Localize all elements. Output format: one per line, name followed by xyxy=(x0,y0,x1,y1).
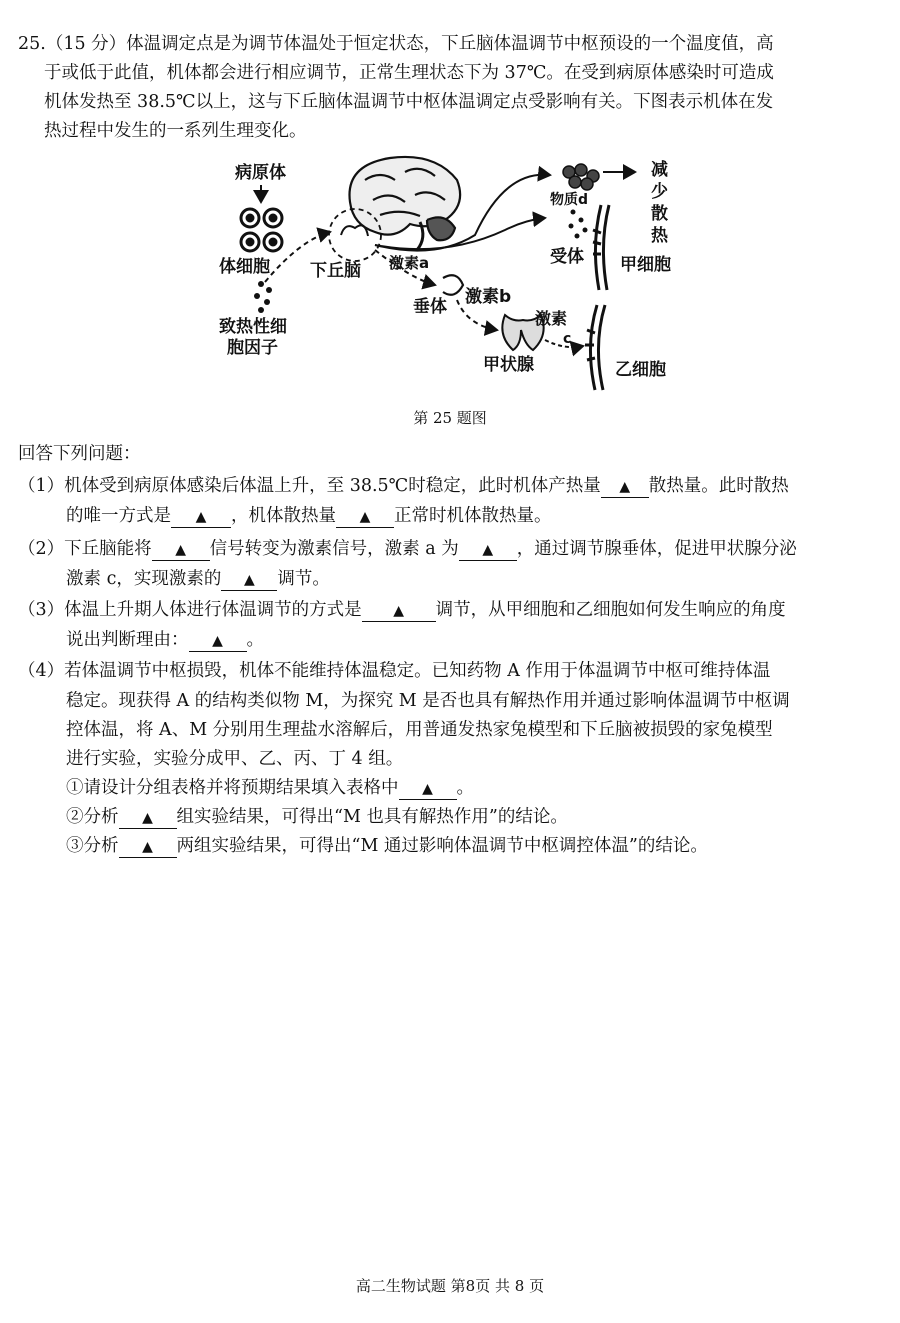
cell-jia-membrane-icon xyxy=(593,205,609,290)
q3-blank-2[interactable] xyxy=(189,630,247,652)
q4-sub-1 xyxy=(66,774,474,803)
hypothalamus-icon xyxy=(341,225,368,236)
q3-text: 体温上升期人体进行体温调节的方式是 xyxy=(64,600,362,620)
receptor-label: 受体 xyxy=(550,247,584,267)
q4-sub-3 xyxy=(66,832,708,861)
q2-blank-3[interactable] xyxy=(221,569,277,591)
q1-text: 散热量。此时散热 xyxy=(648,476,789,496)
q1-text: 的唯一方式是 xyxy=(66,506,171,526)
cell-yi-label: 乙细胞 xyxy=(615,360,666,380)
q2-text: 下丘脑能将 xyxy=(64,539,152,559)
q1-line-2 xyxy=(66,502,552,531)
q4-text: ③分析 xyxy=(66,836,119,856)
q1-text: 机体受到病原体感染后体温上升，至 38.5℃时稳定，此时机体产热量 xyxy=(64,476,601,496)
q3-text: 调节，从甲细胞和乙细胞如何发生响应的角度 xyxy=(435,600,786,620)
reduce-heat-label-1: 减 xyxy=(651,160,668,180)
q1-blank-3[interactable] xyxy=(336,506,394,528)
q1-line-1 xyxy=(18,472,789,501)
q2-text: 信号转变为激素信号，激素 a 为 xyxy=(209,539,459,559)
q2-blank-2[interactable] xyxy=(459,539,517,561)
q4-line-1 xyxy=(18,657,770,686)
q3-line-2 xyxy=(66,626,264,655)
q3-line-1 xyxy=(18,596,786,625)
q4-text: 。 xyxy=(456,778,474,798)
reduce-heat-label-4: 热 xyxy=(651,226,668,246)
pyrogen-label-1: 致热性细 xyxy=(219,317,287,337)
q3-number: （3） xyxy=(18,600,65,620)
question-number: 25. xyxy=(18,34,46,54)
blank-mark: ▲ xyxy=(482,542,494,558)
q4-text: 若体温调节中枢损毁，机体不能维持体温稳定。已知药物 A 作用于体温调节中枢可维持体温 xyxy=(64,661,771,681)
q3-text: 。 xyxy=(246,630,264,650)
q1-blank-2[interactable] xyxy=(171,506,231,528)
q4-blank-1[interactable] xyxy=(399,778,457,800)
q1-number: （1） xyxy=(18,476,65,496)
q3-blank-1[interactable] xyxy=(362,600,436,622)
q2-text: 激素 c，实现激素的 xyxy=(66,569,222,589)
body-cells-icon xyxy=(241,209,282,251)
q3-text: 说出判断理由： xyxy=(66,630,189,650)
q4-text: 两组实验结果，可得出“M 通过影响体温调节中枢调控体温”的结论。 xyxy=(176,836,708,856)
q4-text: 控体温，将 A、M 分别用生理盐水溶解后，用普通发热家兔模型和下丘脑被损毁的家兔模型 xyxy=(66,720,773,740)
cytokine-dots-icon xyxy=(254,281,272,313)
blank-mark: ▲ xyxy=(619,479,631,495)
hormone-c-label-1: 激素 xyxy=(535,309,568,328)
q4-text: 进行实验，实验分成甲、乙、丙、丁 4 组。 xyxy=(66,749,404,769)
q4-blank-3[interactable] xyxy=(119,836,177,858)
answer-heading: 回答下列问题： xyxy=(18,444,141,464)
q2-text: ，通过调节腺垂体，促进甲状腺分泌 xyxy=(516,539,797,559)
pyrogen-label-2: 胞因子 xyxy=(227,338,278,358)
q4-text: ②分析 xyxy=(66,807,119,827)
blank-mark: ▲ xyxy=(243,572,255,588)
q2-number: （2） xyxy=(18,539,65,559)
blank-mark: ▲ xyxy=(142,810,153,826)
blank-mark: ▲ xyxy=(175,542,187,558)
blank-mark: ▲ xyxy=(212,633,223,649)
brain-icon xyxy=(350,157,461,250)
blank-mark: ▲ xyxy=(359,509,371,525)
q2-line-1 xyxy=(18,535,797,564)
reduce-heat-label-3: 散 xyxy=(651,204,668,224)
q1-text: ，机体散热量 xyxy=(231,506,336,526)
reduce-heat-label-2: 少 xyxy=(651,182,668,202)
gland-icon xyxy=(563,164,599,190)
thyroid-label: 甲状腺 xyxy=(483,355,534,375)
intro-line: 热过程中发生的一系列生理变化。 xyxy=(44,121,307,141)
hormone-c-label-2: c xyxy=(563,331,572,347)
blank-mark: ▲ xyxy=(422,781,433,797)
pathogen-label: 病原体 xyxy=(235,163,286,183)
page-footer: 高二生物试题 第8页 共 8 页 xyxy=(355,1277,545,1295)
blank-mark: ▲ xyxy=(195,509,207,525)
q1-text: 正常时机体散热量。 xyxy=(394,506,552,526)
intro-line: 机体发热至 38.5℃以上，这与下丘脑体温调节中枢体温调定点受影响有关。下图表示机体在发 xyxy=(44,92,774,112)
pituitary-label: 垂体 xyxy=(413,297,447,317)
question-line-1 xyxy=(18,30,774,59)
hormone-a-label: 激素a xyxy=(389,254,430,272)
q4-text: 稳定。现获得 A 的结构类似物 M，为探究 M 是否也具有解热作用并通过影响体温调节中枢调 xyxy=(66,691,790,711)
substance-d-label: 物质d xyxy=(550,192,589,208)
cell-yi-membrane-icon xyxy=(585,305,605,390)
q4-number: （4） xyxy=(18,661,65,681)
q2-line-2 xyxy=(66,565,330,594)
intro-line: （15 分）体温调定点是为调节体温处于恒定状态，下丘脑体温调节中枢预设的一个温度值，高 xyxy=(45,34,774,54)
q2-blank-1[interactable] xyxy=(152,539,210,561)
intro-line: 于或低于此值，机体都会进行相应调节，正常生理状态下为 37℃。在受到病原体感染时可造成 xyxy=(44,63,774,83)
cell-jia-label: 甲细胞 xyxy=(620,255,671,275)
blank-mark: ▲ xyxy=(142,839,153,855)
q4-text: 组实验结果，可得出“M 也具有解热作用”的结论。 xyxy=(176,807,568,827)
q2-text: 调节。 xyxy=(277,569,330,589)
q4-blank-2[interactable] xyxy=(119,807,177,829)
q4-sub-2 xyxy=(66,803,568,832)
hypothalamus-label: 下丘脑 xyxy=(310,261,361,281)
substance-d-dots-icon xyxy=(569,210,588,239)
pituitary-icon xyxy=(443,275,463,295)
q4-text: ①请设计分组表格并将预期结果填入表格中 xyxy=(66,778,399,798)
body-cell-label: 体细胞 xyxy=(219,257,270,277)
fever-regulation-diagram xyxy=(205,150,695,400)
figure-caption: 第 25 题图 xyxy=(413,409,487,427)
q1-blank-1[interactable] xyxy=(601,476,649,498)
blank-mark: ▲ xyxy=(393,603,405,619)
hormone-b-label: 激素b xyxy=(465,287,512,307)
